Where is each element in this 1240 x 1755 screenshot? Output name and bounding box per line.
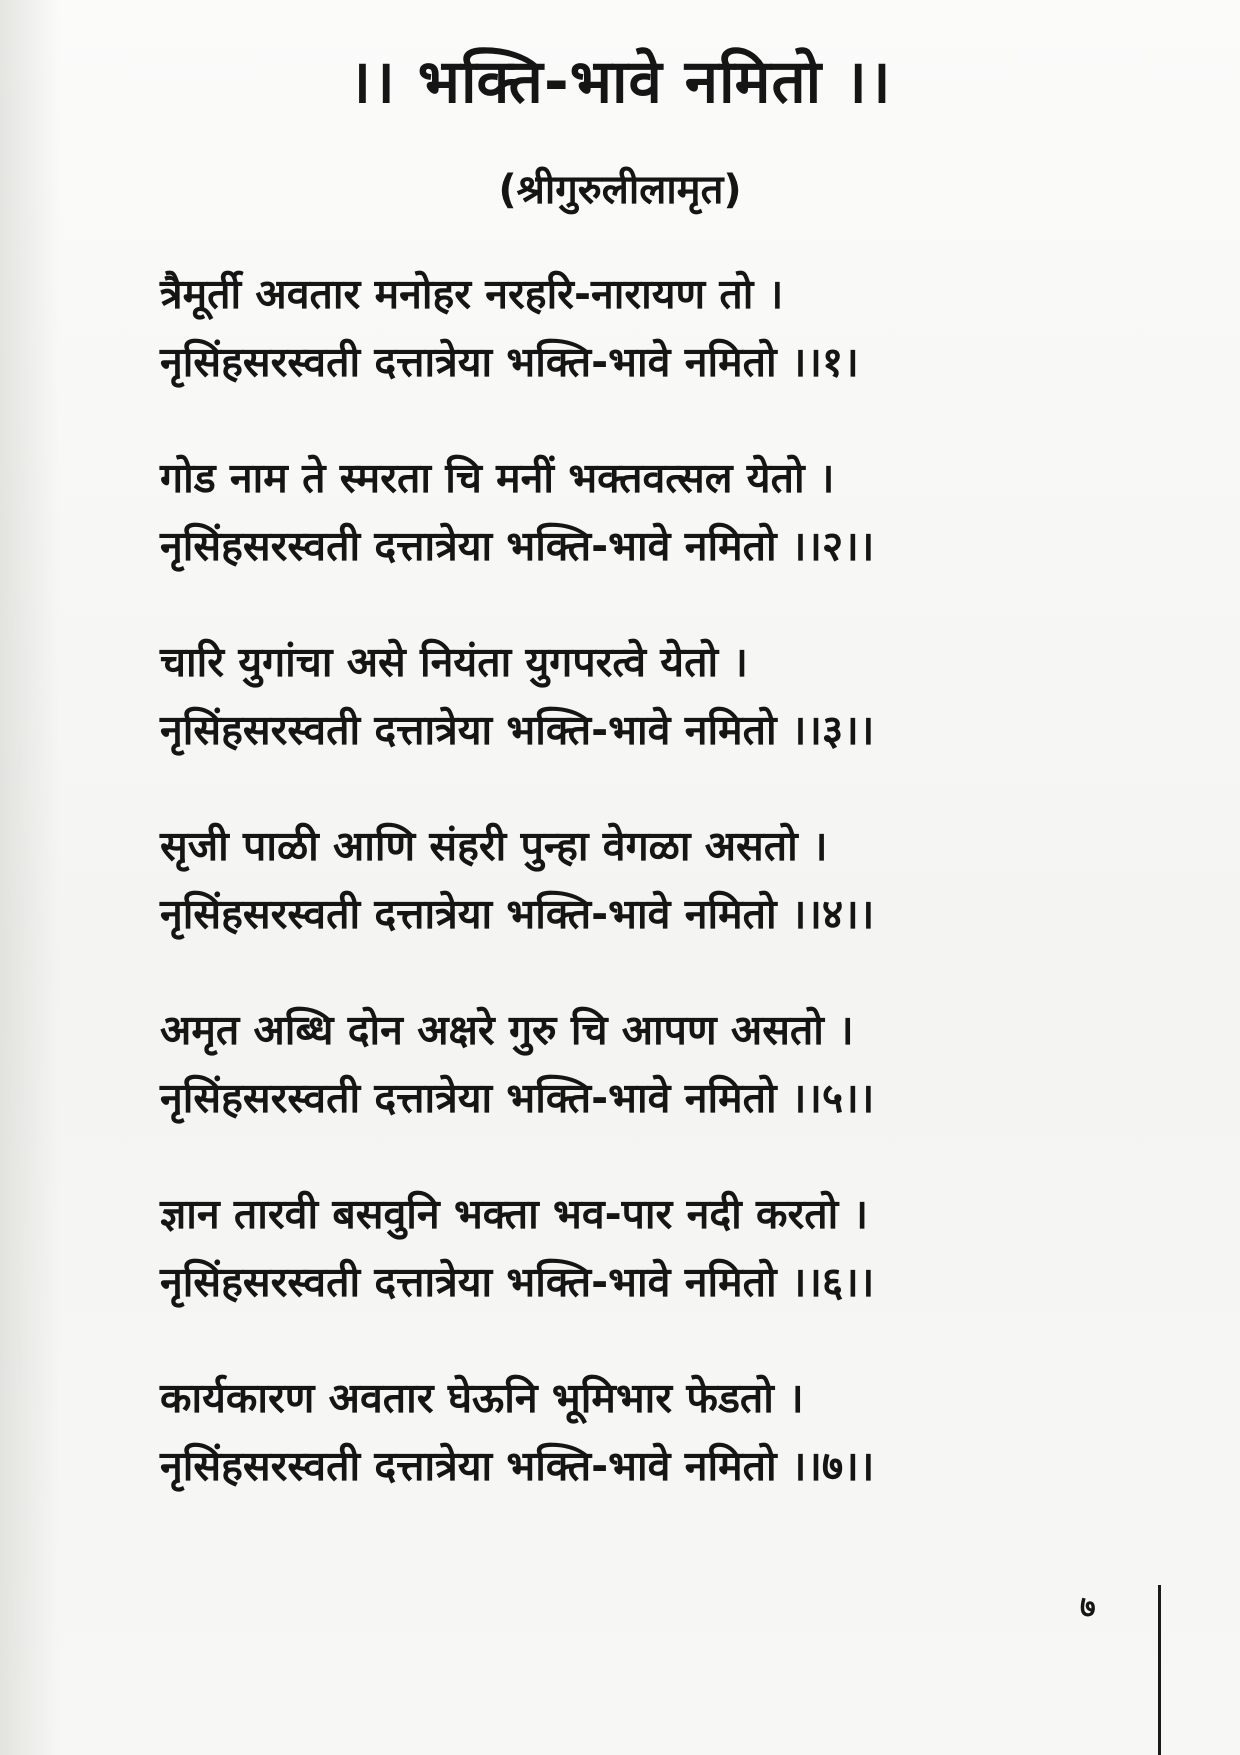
verse-line: त्रैमूर्ती अवतार मनोहर नरहरि-नारायण तो ।	[160, 270, 784, 318]
verse-line: ज्ञान तारवी बसवुनि भक्ता भव-पार नदी करतो ।	[160, 1190, 869, 1238]
verse-line: गोड नाम ते स्मरता चि मनीं भक्तवत्सल येतो ।	[160, 454, 835, 502]
verse-7	[160, 1364, 1120, 1500]
verse-3	[160, 628, 1120, 764]
verse-refrain: नृसिंहसरस्वती दत्तात्रेया भक्ति-भावे नमितो ।।२।।	[160, 522, 875, 570]
verse-1	[160, 260, 1120, 396]
page-title: ।। भक्ति-भावे नमितो ।।	[348, 47, 892, 117]
page-edge-rule	[1158, 1585, 1161, 1755]
verse-5	[160, 996, 1120, 1132]
page-number: ७	[1080, 1590, 1096, 1625]
verse-list	[160, 260, 1120, 1548]
verse-4	[160, 812, 1120, 948]
verse-line: कार्यकारण अवतार घेऊनि भूमिभार फेडतो ।	[160, 1374, 804, 1422]
verse-line: अमृत अब्धि दोन अक्षरे गुरु चि आपण असतो ।	[160, 1006, 854, 1054]
page-shadow	[0, 0, 60, 1755]
verse-refrain: नृसिंहसरस्वती दत्तात्रेया भक्ति-भावे नमितो ।।६।।	[160, 1258, 875, 1306]
verse-refrain: नृसिंहसरस्वती दत्तात्रेया भक्ति-भावे नमितो ।।३।।	[160, 706, 875, 754]
verse-refrain: नृसिंहसरस्वती दत्तात्रेया भक्ति-भावे नमितो ।।१।	[160, 338, 859, 386]
page-subtitle: (श्रीगुरुलीलामृत)	[498, 167, 742, 213]
verse-refrain: नृसिंहसरस्वती दत्तात्रेया भक्ति-भावे नमितो ।।५।।	[160, 1074, 875, 1122]
verse-refrain: नृसिंहसरस्वती दत्तात्रेया भक्ति-भावे नमितो ।।७।।	[160, 1442, 875, 1490]
verse-line: चारि युगांचा असे नियंता युगपरत्वे येतो ।	[160, 638, 748, 686]
verse-line: सृजी पाळी आणि संहरी पुन्हा वेगळा असतो ।	[160, 822, 828, 870]
verse-2	[160, 444, 1120, 580]
verse-refrain: नृसिंहसरस्वती दत्तात्रेया भक्ति-भावे नमितो ।।४।।	[160, 890, 875, 938]
verse-6	[160, 1180, 1120, 1316]
